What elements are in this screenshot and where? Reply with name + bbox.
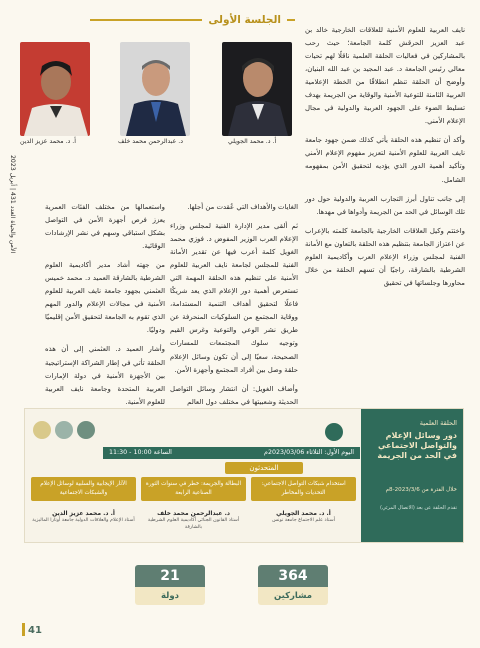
speaker-entry <box>141 510 246 531</box>
speaker-role: أستاذ علم الاجتماع جامعة تونس <box>272 518 335 523</box>
logo-icon <box>33 421 51 439</box>
stat-value: 364 <box>258 565 328 587</box>
banner-side-note: تقدم الحلقة عن بعد (الاتصال المرئي) <box>380 505 457 511</box>
article-column-left <box>45 201 165 441</box>
day-label: اليوم الأول: الثلاثاء 2023/03/06م <box>264 449 354 456</box>
paragraph: من جهته أشاد مدير أكاديمية العلوم الشرطية بالشارقة العميد د. محمد خميس العثمني بجهود جامعة نايف العربية للعلوم الأمنية في مجالات الإعلام والدور المهم الذي تقوم به الجامعة لتحقيق الأمن إقليميًا ودوليًا. <box>45 261 165 335</box>
photo-caption-2: د. عبدالرحمن محمد خلف <box>118 138 183 145</box>
speaker-name: أ. د. محمد عزيز الدين <box>52 510 115 517</box>
speaker-name: د. عبدالرحمن محمد خلف <box>157 510 230 517</box>
side-tag-text: الأمن والحياة العدد 431 | أبريل 2023 <box>9 155 16 254</box>
university-logo-icon <box>325 423 343 441</box>
speaker-photo-1 <box>222 42 292 136</box>
photo-caption-3: أ. د. محمد عزيز الدين <box>20 138 76 145</box>
paragraph: وأشار العميد د. العثمني إلى أن هذه الحلقة تأتي في إطار الشراكة الإستراتيجية بين الأجهزة الأمنية في دولة الإمارات العربية المتحدة وجامعة نايف العربية للعلوم الأمنية. <box>45 345 165 406</box>
banner-side-topic: دور وسائل الإعلام والتواصل الاجتماعي في الحد من الجريمة <box>377 431 457 460</box>
article-column-right <box>305 24 465 290</box>
event-banner <box>24 408 464 543</box>
session-heading-text: الجلسة الأولى <box>202 10 287 30</box>
session-heading <box>90 10 295 30</box>
speaker-role: أستاذ القانون الجنائي أكاديمية العلوم الشرطية بالشارقة <box>147 518 240 530</box>
topic-box: الآثار الإيجابية والسلبية لوسائل الإعلام والشبكات الاجتماعية <box>31 477 136 501</box>
speaker-role: أستاذ الإعلام والعلاقات الدولية جامعة أوتارا الماليزية <box>32 518 135 523</box>
paragraph: الغايات والأهداف التي عُقدت من أجلها. <box>187 203 298 211</box>
topic-box: البطالة والجريمة: خطر في سنوات الثورة الصناعية الرابعة <box>141 477 246 501</box>
article-column-middle <box>170 201 298 409</box>
logo-icon <box>77 421 95 439</box>
banner-side-title: الحلقة العلمية <box>419 419 457 427</box>
photo-caption-1: أ. د. محمد الجويلي <box>228 138 277 145</box>
banner-side-period: خلال الفترة من 2023/3/6-8م <box>385 487 457 493</box>
page-number: 41 <box>28 625 42 636</box>
paragraph: واستعمالها من مختلف الفئات العمرية يعزز فرص أجهزة الأمن في التواصل بشكل استباقي وسهم في نشر الإرشادات الوقائية. <box>45 203 165 251</box>
paragraph: ثم ألقى مدير الإدارة الفنية لمجلس وزراء الإعلام العرب الوزير المفوض د. فوزي محمد الغويل كلمة أعرب فيها عن تقدير الأمانة الفنية للمجلس لجامعة نايف العربية للعلوم الأمنية على تنظيم هذه الحلقة المهمة التي تستعرض أهمية دور الإعلام الذي يعد شريكًا فاعلًا لتحقيق أهداف التنمية المستدامة، ووقاية المجتمع من السلوكيات المنحرفة عن طريق نشر الوعي والتوعية وغرس القيم وتوجيه سلوك المجتمعات للمسارات الصحيحة، سعيًا إلى أن تكون وسائل الإعلام حلقة وصل بين أفراد المجتمع وأجهزة الأمن. <box>170 222 298 374</box>
speaker-entry <box>251 510 356 524</box>
logo-icon <box>55 421 73 439</box>
paragraph: واختتم وكيل العلاقات الخارجية بالجامعة كلمته بالإعراب عن اعتزاز الجامعة بتنظيم هذه الحلقة بالتعاون مع الأمانة الفنية لمجلس وزراء الإعلام العرب وأكاديمية العلوم الشرطية بالشارقة، راجيًا أن تسهم الحلقة من خلال محاورها وجلساتها في تحقيق <box>305 226 465 287</box>
paragraph: إلى جانب تناول أبرز التجارب العربية والدولية حول دور تلك الوسائل في الحد من الجريمة وأدواها في مهدها. <box>305 194 465 216</box>
stat-value: 21 <box>135 565 205 587</box>
day-header <box>103 447 360 459</box>
speakers-title: المتحدثون <box>225 462 303 474</box>
banner-side-panel <box>361 409 463 542</box>
speaker-name: أ. د. محمد الجويلي <box>276 510 331 517</box>
paragraph: وأضاف الغويل: أن انتشار وسائل التواصل الحديثة وشعبيتها في مختلف دول العالم <box>170 384 298 406</box>
topic-box: استخدام شبكات التواصل الاجتماعي: التحديات والمخاطر <box>251 477 356 501</box>
stat-participants <box>258 565 328 605</box>
page-number-bar <box>22 623 25 636</box>
speaker-photo-2 <box>120 42 190 136</box>
paragraph: نايف العربية للعلوم الأمنية للعلاقات الخارجية خالد بن عبد العزيز الحرقش كلمة الجامعة؛ حيث رحب بالمشاركين في فعاليات الحلقة العلمية ناقلًا لهم تحيات معالي رئيس الجامعة د. عبد المجيد بن عبد الله البنيان، وأوضح أن الحلقة تنظم انطلاقًا من الخطة الإعلامية العربية الثامنة للتوعية الأمنية والوقاية من الجريمة بهدف تسليط الضوء على الجهود العربية والدولية في مجال الإعلام الأمني. <box>305 26 465 126</box>
paragraph: وأكد أن تنظيم هذه الحلقة يأتي كذلك ضمن جهود جامعة نايف العربية للعلوم الأمنية لتعزيز مفهوم الإعلام الأمني وتأكيد أهمية الدور الذي يؤديه لتحقيق الأمن بمفهومه الشامل. <box>305 136 465 184</box>
stat-label: مشاركين <box>258 587 328 605</box>
stat-label: دولة <box>135 587 205 605</box>
speaker-entry <box>31 510 136 524</box>
stat-countries <box>135 565 205 605</box>
time-label: الساعة 10:00 - 11:30 <box>109 449 172 456</box>
side-tag <box>6 155 18 375</box>
speaker-photo-3 <box>20 42 90 136</box>
